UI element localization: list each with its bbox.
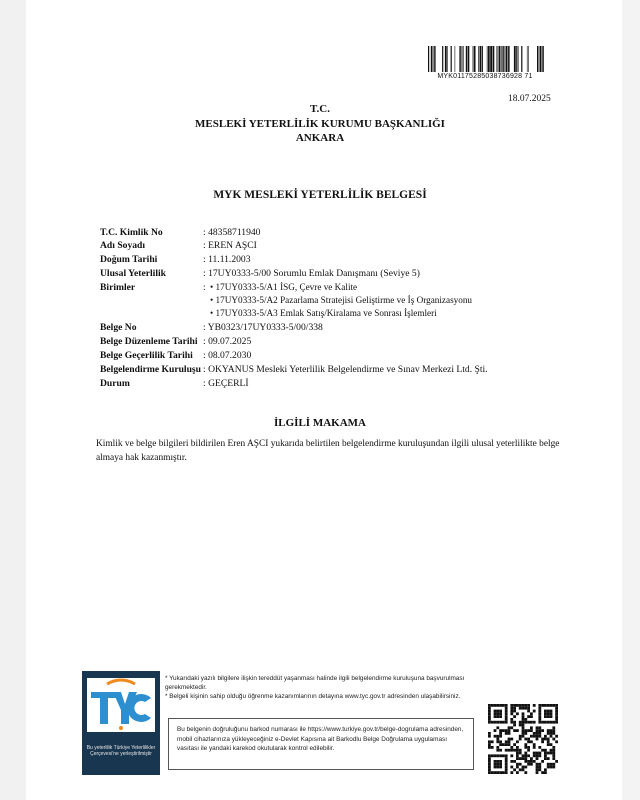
barcode: [428, 46, 544, 72]
document-title: MYK MESLEKİ YETERLİLİK BELGESİ: [213, 189, 427, 201]
verification-box: Bu belgenin doğruluğunu barkod numarası ile https://www.turkiye.gov.tr/belge-dogrulama adresinden, mobil cihazlarınıza yükleyeceğiniz e-Devlet Kapısına ait Barkodlu Belge Doğrulama uygulaması vasıtası ile yandaki karekod okutularak kontrol edilebilir.: [168, 718, 474, 770]
field-label: Ulusal Yeterlilik: [100, 268, 166, 279]
field-label: Belgelendirme Kuruluşu: [100, 364, 202, 375]
field-value: : 17UY0333-5/00 Sorumlu Emlak Danışmanı (Seviye 5): [203, 268, 420, 279]
tyc-logo-caption: Bu yeterlilik Türkiye Yeterlilikler Çerçevesi'ne yerleştirilmiştir: [86, 745, 156, 757]
field-label: Belge No: [100, 322, 137, 333]
field-label: Belge Düzenleme Tarihi: [100, 336, 198, 347]
field-label: Doğum Tarihi: [100, 254, 158, 265]
unit-item: • 17UY0333-5/A1 İSG, Çevre ve Kalite: [210, 282, 358, 292]
field-value: : OKYANUS Mesleki Yeterlilik Belgelendirme ve Sınav Merkezi Ltd. Şti.: [203, 364, 488, 375]
field-value: : GEÇERLİ: [203, 378, 249, 389]
to-whom-title: İLGİLİ MAKAMA: [274, 417, 366, 429]
field-label: Birimler: [100, 282, 136, 293]
header-institution: MESLEKİ YETERLİLİK KURUMU BAŞKANLIĞI: [195, 118, 445, 130]
footer-notes: [165, 674, 465, 701]
field-value: : 48358711940: [203, 227, 261, 238]
field-value: : EREN AŞCI: [203, 240, 257, 251]
scan-margin-left: [0, 0, 26, 800]
tyc-logo-mark: [87, 678, 155, 732]
field-label: Durum: [100, 378, 130, 389]
footer-note: * Belgeli kişinin sahip olduğu öğrenme kazanımlarının detayına www.tyc.gov.tr adresinden ulaşabilirsiniz.: [165, 693, 461, 700]
header-city: ANKARA: [295, 132, 345, 144]
tyc-logo-icon: [87, 678, 155, 732]
qr-code: [488, 704, 558, 774]
header-tc: T.C.: [310, 103, 330, 115]
field-label: T.C. Kimlik No: [100, 227, 163, 238]
field-label: Adı Soyadı: [100, 240, 146, 251]
unit-item: • 17UY0333-5/A3 Emlak Satış/Kiralama ve Sonrası İşlemleri: [210, 308, 437, 318]
field-value: : 08.07.2030: [203, 350, 252, 361]
to-whom-text: Kimlik ve belge bilgileri bildirilen Eren AŞCI yukarıda belirtilen belgelendirme kuruluşundan ilgili ulusal yeterlilikte belge almaya hak kazanmıştır.: [96, 439, 560, 463]
scan-margin-right: [622, 0, 640, 800]
field-value: : 11.11.2003: [203, 254, 251, 265]
field-value: : 09.07.2025: [203, 336, 252, 347]
field-value: : YB0323/17UY0333-5/00/338: [203, 322, 323, 333]
print-date: 18.07.2025: [508, 94, 551, 104]
field-label: Belge Geçerlilik Tarihi: [100, 350, 193, 361]
footer-note: * Yukarıdaki yazılı bilgilere ilişkin tereddüt yaşanması halinde ilgili belgelendirme kuruluşuna başvurulması gerekmektedir.: [165, 675, 465, 691]
tyc-logo: [82, 671, 160, 775]
field-colon: :: [203, 282, 206, 293]
barcode-number: MYK01175285038736928 71: [437, 73, 533, 80]
unit-item: • 17UY0333-5/A2 Pazarlama Stratejisi Geliştirme ve İş Organizasyonu: [210, 295, 473, 305]
